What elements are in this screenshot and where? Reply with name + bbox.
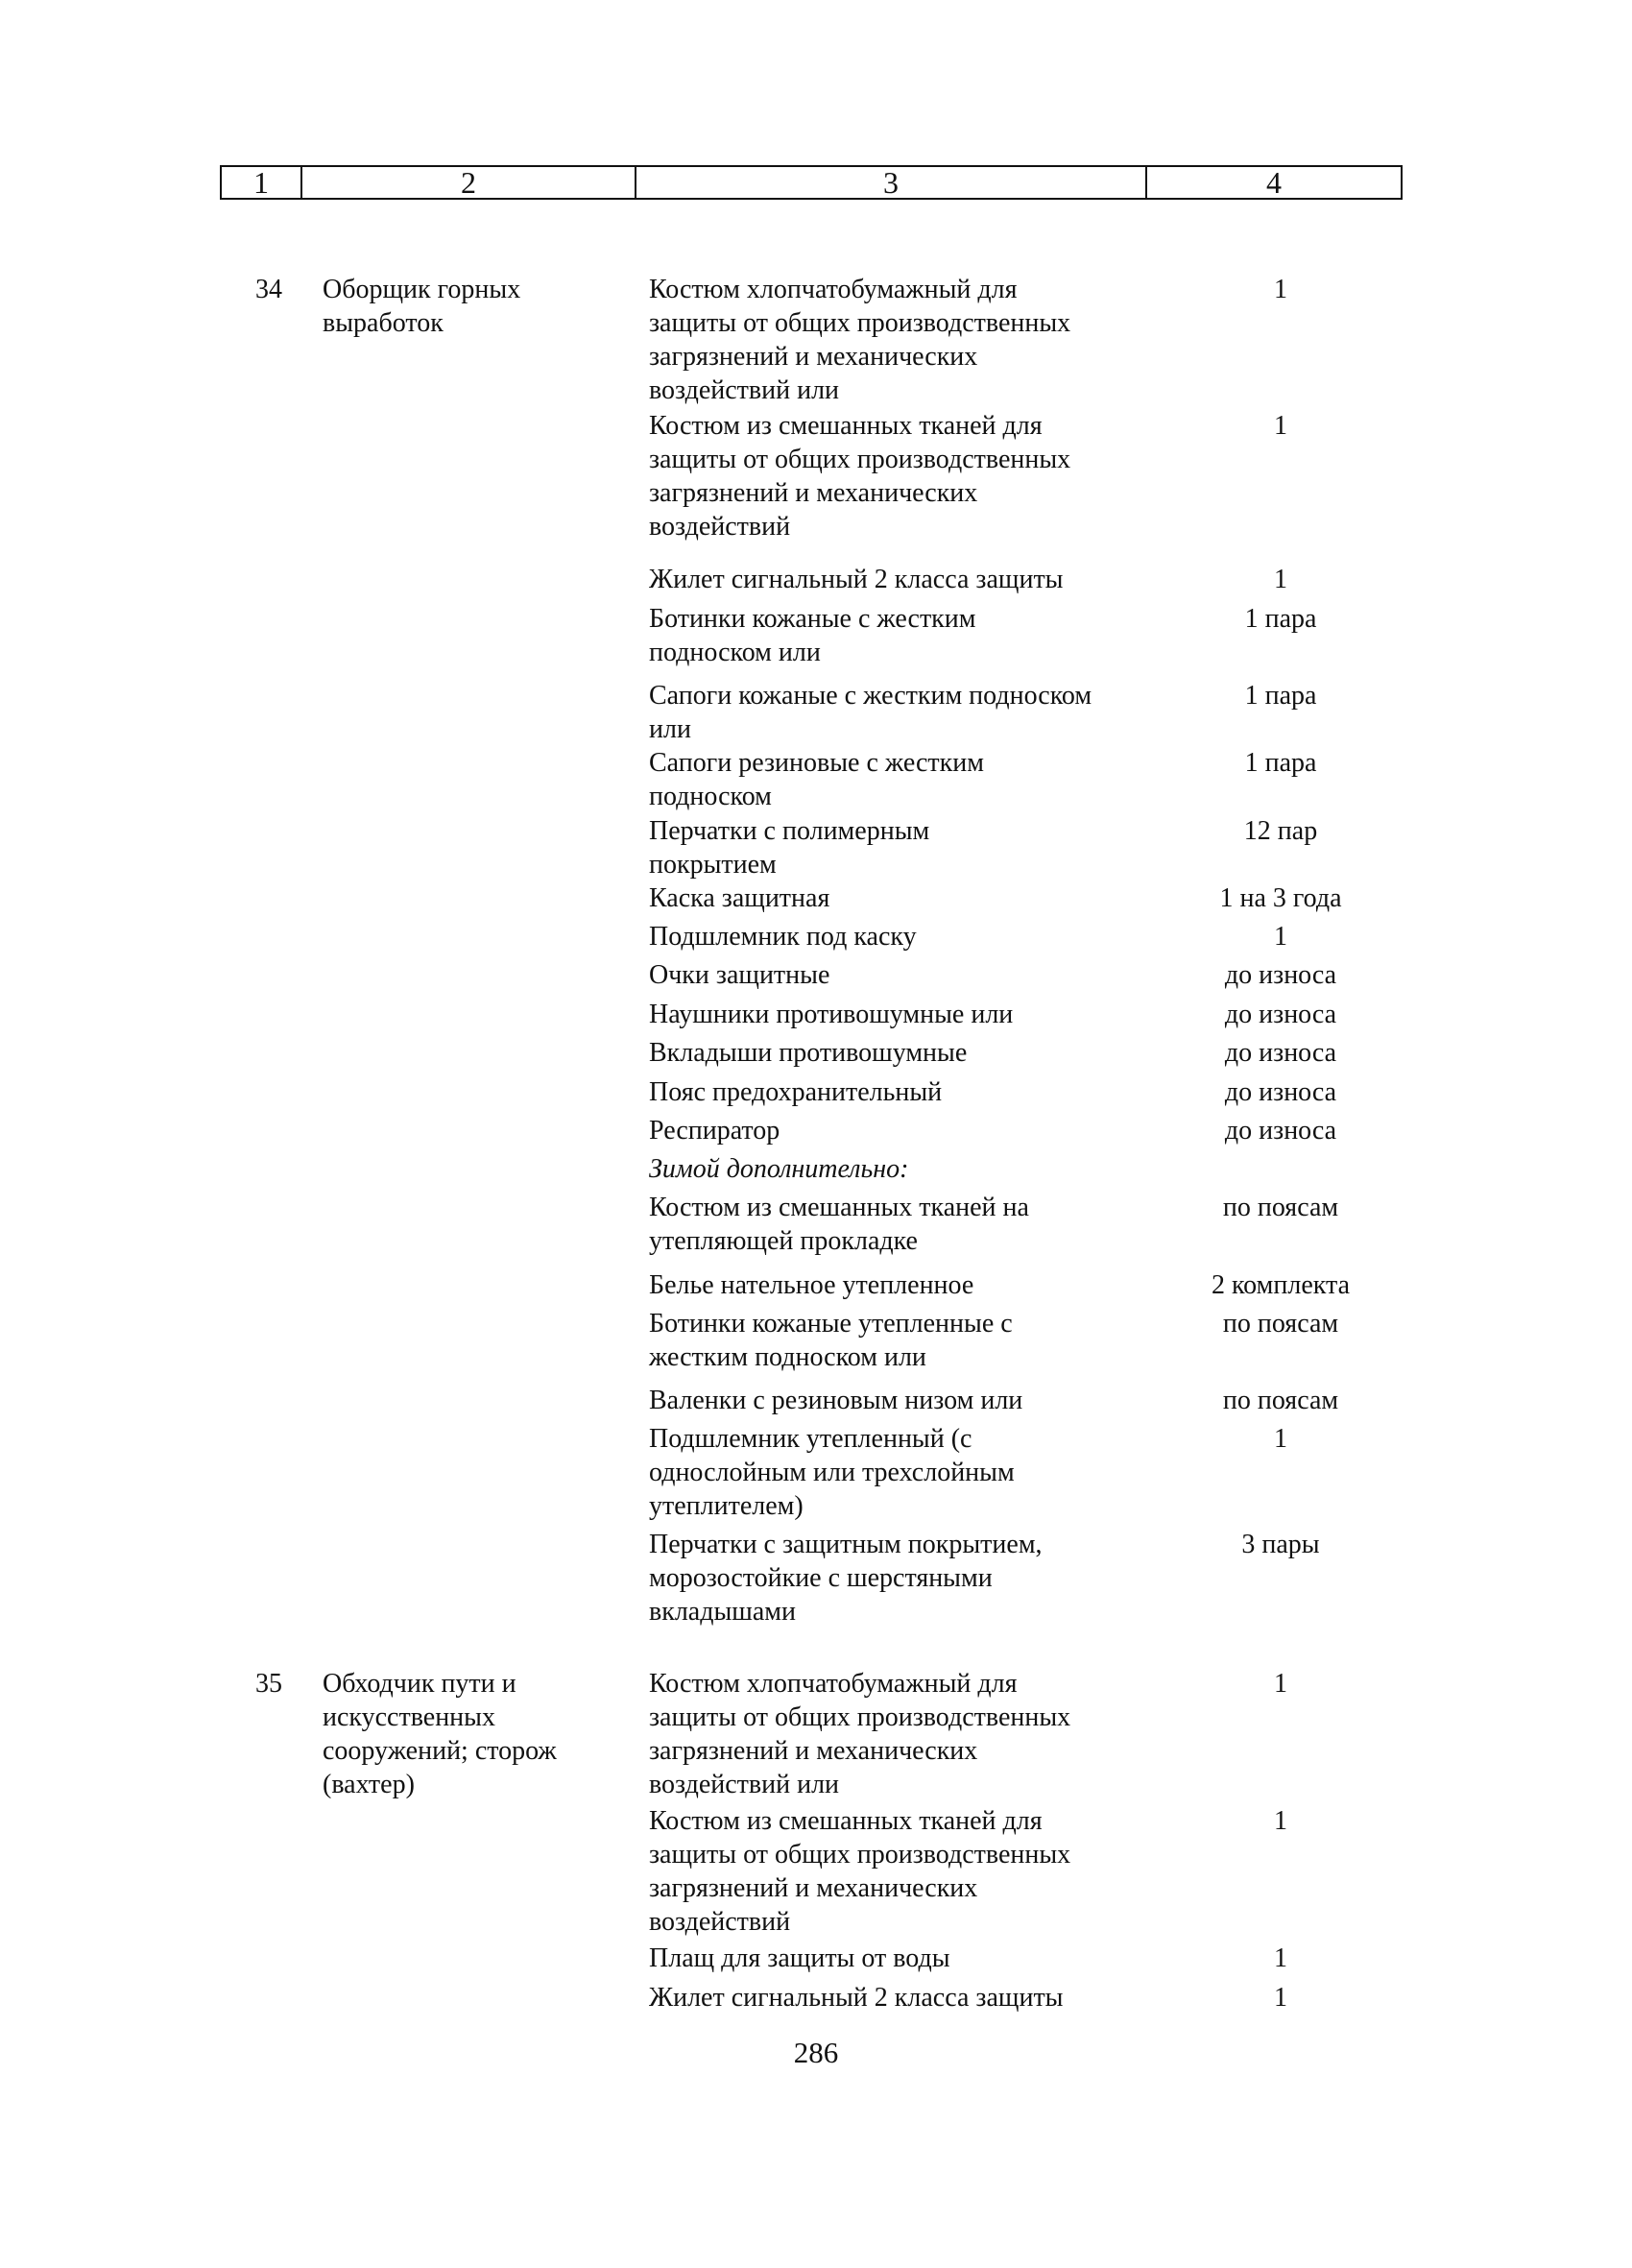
profession-name: Оборщик горных выработок — [323, 275, 521, 338]
item-quantity: 3 пары — [1241, 1530, 1320, 1559]
column-number-header — [220, 165, 1403, 200]
item-quantity: 1 на 3 года — [1219, 883, 1342, 913]
item-quantity: 1 пара — [1244, 681, 1317, 711]
item-row — [0, 409, 1287, 543]
item-quantity: до износа — [1224, 1077, 1337, 1107]
item-name: Костюм из смешанных тканей на утепляющей прокладке — [649, 1193, 1029, 1256]
item-row — [0, 1804, 1287, 1939]
item-row — [0, 958, 1337, 992]
item-quantity: по поясам — [1222, 1309, 1339, 1339]
header-col-3: 3 — [636, 167, 1147, 198]
item-quantity: 1 пара — [1244, 604, 1317, 634]
item-row — [0, 602, 1317, 669]
header-col-1: 1 — [222, 167, 302, 198]
page-number: 286 — [793, 2036, 839, 2069]
item-quantity: 1 — [1274, 275, 1287, 304]
item-quantity: до износа — [1224, 960, 1337, 990]
item-name: Костюм из смешанных тканей для защиты от общих производственных загрязнений и механических воздействий — [649, 411, 1071, 542]
item-row — [0, 563, 1287, 596]
item-name: Костюм хлопчатобумажный для защиты от общих производственных загрязнений и механических воздействий или — [649, 1669, 1071, 1799]
item-row — [0, 1191, 1339, 1258]
item-name: Перчатки с защитным покрытием, морозостойкие с шерстяными вкладышами — [649, 1530, 1043, 1627]
item-quantity: 1 — [1274, 1943, 1287, 1973]
item-name: Респиратор — [649, 1116, 780, 1146]
item-name: Вкладыши противошумные — [649, 1038, 968, 1068]
item-name: Сапоги кожаные с жестким подноском или — [649, 681, 1092, 744]
item-quantity: 1 — [1274, 1983, 1287, 2013]
entry-number: 34 — [255, 275, 282, 304]
item-quantity: до износа — [1224, 1038, 1337, 1068]
item-name: Подшлемник под каску — [649, 922, 917, 952]
item-name: Ботинки кожаные утепленные с жестким подноском или — [649, 1309, 1013, 1372]
item-name: Зимой дополнительно: — [649, 1154, 909, 1184]
item-quantity: до износа — [1224, 1000, 1337, 1029]
item-quantity: 1 — [1274, 1806, 1287, 1836]
item-row — [0, 881, 1342, 915]
entry-number: 35 — [255, 1669, 282, 1699]
item-name: Каска защитная — [649, 883, 830, 913]
profession-name: Обходчик пути и искусственных сооружений; сторож (вахтер) — [323, 1669, 557, 1799]
item-quantity: 12 пар — [1243, 816, 1318, 846]
item-name: Валенки с резиновым низом или — [649, 1386, 1023, 1415]
item-row — [0, 1268, 1350, 1302]
item-row — [0, 1942, 1287, 1975]
item-quantity: по поясам — [1222, 1193, 1339, 1222]
item-quantity: 1 — [1274, 1669, 1287, 1699]
item-name: Наушники противошумные или — [649, 1000, 1014, 1029]
item-row — [0, 814, 1318, 881]
item-row — [0, 679, 1317, 746]
item-quantity: по поясам — [1222, 1386, 1339, 1415]
item-row — [0, 1384, 1339, 1417]
item-row — [0, 1036, 1337, 1070]
item-name: Пояс предохранительный — [649, 1077, 943, 1107]
item-row — [0, 1422, 1287, 1523]
item-quantity: 1 — [1274, 922, 1287, 952]
item-quantity: 1 — [1274, 411, 1287, 441]
item-name: Очки защитные — [649, 960, 830, 990]
item-quantity: 1 пара — [1244, 748, 1317, 778]
header-col-2: 2 — [302, 167, 636, 198]
item-quantity: до износа — [1224, 1116, 1337, 1146]
item-row — [0, 1114, 1337, 1147]
item-row — [0, 273, 1287, 407]
item-row — [0, 1075, 1337, 1109]
item-row — [0, 1667, 1287, 1801]
item-name: Костюм из смешанных тканей для защиты от общих производственных загрязнений и механических воздействий — [649, 1806, 1071, 1937]
item-name: Перчатки с полимерным покрытием — [649, 816, 930, 880]
item-name: Жилет сигнальный 2 класса защиты — [649, 565, 1064, 594]
item-row — [0, 1307, 1339, 1374]
item-row — [0, 746, 1317, 813]
section-subheading — [0, 1152, 1167, 1186]
header-col-4: 4 — [1266, 165, 1282, 200]
item-quantity: 1 — [1274, 1424, 1287, 1454]
item-name: Жилет сигнальный 2 класса защиты — [649, 1983, 1064, 2013]
item-quantity: 1 — [1274, 565, 1287, 594]
item-quantity: 2 комплекта — [1212, 1270, 1350, 1300]
item-row — [0, 1528, 1320, 1629]
item-row — [0, 998, 1337, 1031]
item-name: Ботинки кожаные с жестким подноском или — [649, 604, 976, 667]
item-name: Белье нательное утепленное — [649, 1270, 974, 1300]
item-name: Плащ для защиты от воды — [649, 1943, 950, 1973]
item-name: Сапоги резиновые с жестким подноском — [649, 748, 984, 811]
item-name: Костюм хлопчатобумажный для защиты от общих производственных загрязнений и механических воздействий или — [649, 275, 1071, 405]
item-row — [0, 920, 1287, 953]
item-row — [0, 1981, 1287, 2015]
item-name: Подшлемник утепленный (с однослойным или трехслойным утеплителем) — [649, 1424, 1015, 1521]
